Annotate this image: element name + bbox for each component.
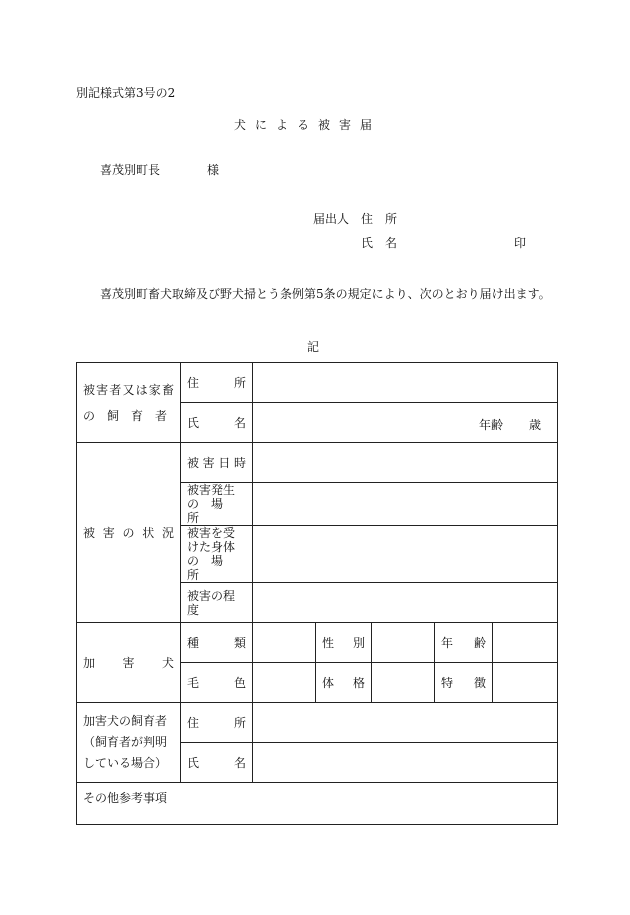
owner-address-label: 住 所 [187, 716, 246, 730]
dog-sex-label-cell [316, 623, 372, 663]
dog-coat-label: 毛 色 [187, 676, 246, 690]
victim-age-label: 年齢 [479, 418, 504, 432]
applicant-label: 届出人 [313, 212, 350, 226]
dog-build-label-cell [316, 663, 372, 703]
damage-degree-label-cell [181, 583, 253, 623]
dog-header-cell [77, 623, 181, 703]
victim-header-cell [77, 363, 181, 443]
victim-age-unit: 歳 [529, 418, 542, 432]
damage-body-line1: 被害を受 [187, 526, 236, 540]
owner-header-line2: （飼育者が判明 [83, 735, 168, 749]
applicant-address-label: 住 所 [361, 212, 398, 226]
damage-degree-field[interactable] [253, 583, 558, 623]
victim-name-label-cell [181, 403, 253, 443]
other-notes-field[interactable] [77, 783, 558, 825]
damage-body-line2: けた身体 [187, 540, 236, 554]
situation-header: 被 害 の 状 況 [83, 526, 174, 540]
damage-date-label-cell [181, 443, 253, 483]
dog-build-field[interactable] [372, 663, 435, 703]
other-notes-label: その他参考事項 [83, 791, 168, 805]
damage-degree-line2: 度 [187, 602, 200, 617]
damage-body-line3: の 場 所 [187, 554, 236, 582]
dog-age-field[interactable] [493, 623, 558, 663]
dog-kind-label: 種 類 [187, 636, 246, 650]
dog-sex-field[interactable] [372, 623, 435, 663]
damage-place-label-cell [181, 483, 253, 526]
form-title: 犬による被害届 [234, 118, 382, 132]
ki-label: 記 [307, 340, 320, 354]
dog-coat-field[interactable] [253, 663, 316, 703]
damage-date-label: 被 害 日 時 [187, 456, 246, 470]
owner-header-cell [77, 703, 181, 783]
form-number: 別記様式第3号の2 [76, 86, 176, 100]
dog-age-label: 年 齢 [441, 636, 486, 650]
dog-features-label: 特 徴 [441, 676, 486, 690]
victim-header-line1: 被 害 者 又 は 家 畜 [83, 382, 174, 397]
dog-coat-label-cell [181, 663, 253, 703]
dog-header: 加 害 犬 [83, 656, 174, 670]
victim-address-label-cell [181, 363, 253, 403]
damage-body-label-cell [181, 526, 253, 583]
damage-degree-line1: 被害の程 [187, 588, 236, 603]
owner-name-label-cell [181, 743, 253, 783]
dog-features-label-cell [435, 663, 493, 703]
dog-kind-field[interactable] [253, 623, 316, 663]
victim-address-field[interactable] [253, 363, 558, 403]
addressee-honorific: 様 [207, 163, 220, 177]
seal-mark: 印 [514, 236, 527, 250]
victim-name-field[interactable] [253, 403, 558, 443]
damage-report-table [76, 362, 558, 825]
owner-name-field[interactable] [253, 743, 558, 783]
dog-features-field[interactable] [493, 663, 558, 703]
victim-address-label: 住 所 [187, 376, 246, 390]
damage-place-field[interactable] [253, 483, 558, 526]
damage-body-field[interactable] [253, 526, 558, 583]
owner-address-label-cell [181, 703, 253, 743]
damage-place-line2: の 場 所 [187, 497, 236, 525]
dog-age-label-cell [435, 623, 493, 663]
victim-name-label: 氏 名 [187, 416, 246, 430]
dog-build-label: 体 格 [322, 676, 365, 690]
damage-place-line1: 被害発生 [187, 483, 236, 497]
body-text: 喜茂別町畜犬取締及び野犬掃とう条例第5条の規定により、次のとおり届け出ます。 [100, 287, 551, 301]
dog-sex-label: 性 別 [322, 636, 365, 650]
owner-name-label: 氏 名 [187, 756, 246, 770]
owner-header-line3: している場合） [83, 756, 168, 770]
owner-address-field[interactable] [253, 703, 558, 743]
addressee-name: 喜茂別町長 [100, 163, 161, 177]
victim-header-line2: の 飼 育 者 [83, 408, 168, 423]
owner-header-line1: 加害犬の飼育者 [83, 714, 168, 728]
situation-header-cell [77, 443, 181, 623]
damage-date-field[interactable] [253, 443, 558, 483]
applicant-name-label: 氏 名 [361, 236, 398, 250]
dog-kind-label-cell [181, 623, 253, 663]
